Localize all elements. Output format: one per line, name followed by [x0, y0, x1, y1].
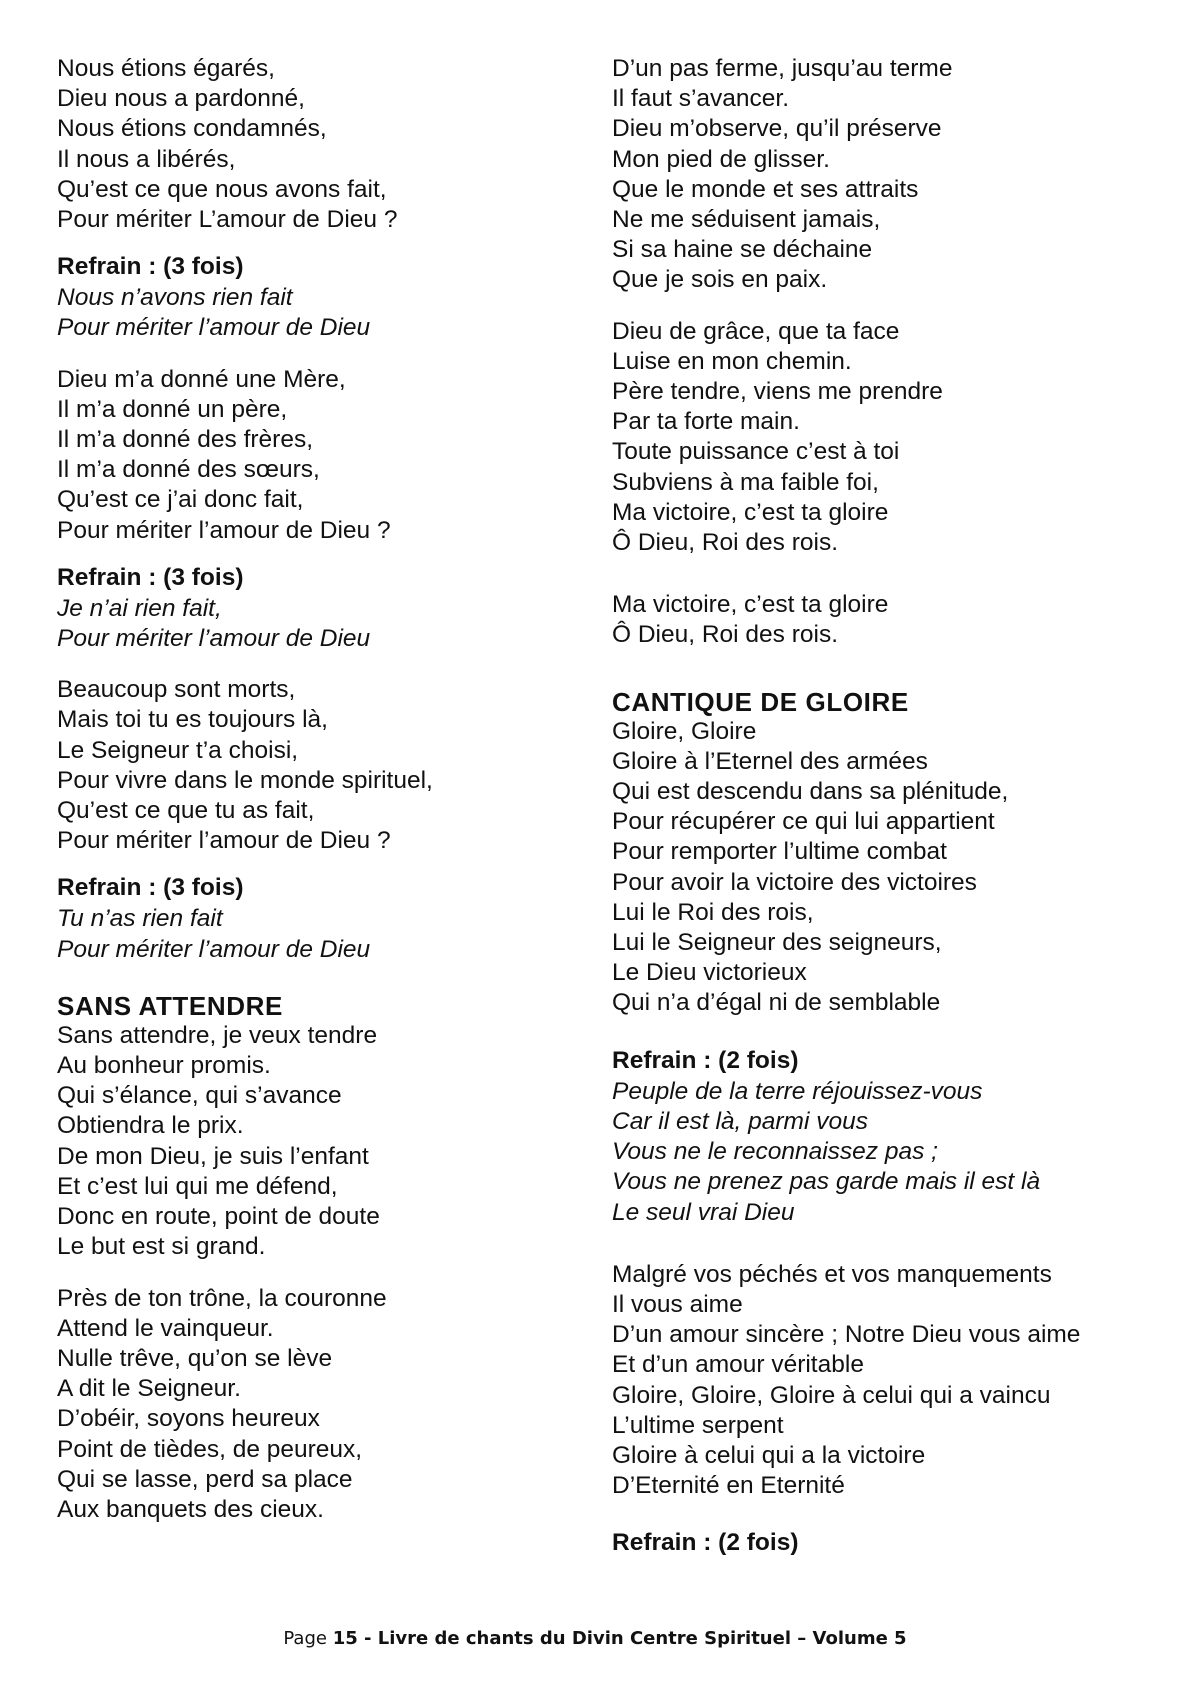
- footer-prefix: Page: [283, 1628, 333, 1649]
- lyric-line: Pour récupérer ce qui lui appartient: [612, 808, 995, 836]
- lyric-line: Peuple de la terre réjouissez-vous: [612, 1077, 983, 1105]
- refrain-label: Refrain : (3 fois): [57, 874, 244, 902]
- lyric-line: Nulle trêve, qu’on se lève: [57, 1344, 333, 1372]
- lyric-line: Attend le vainqueur.: [57, 1314, 274, 1342]
- lyric-line: Malgré vos péchés et vos manquements: [612, 1260, 1052, 1288]
- lyric-line: D’un amour sincère ; Notre Dieu vous aime: [612, 1321, 1081, 1349]
- lyric-line: Ô Dieu, Roi des rois.: [612, 621, 839, 649]
- lyric-line: Qu’est ce que tu as fait,: [57, 797, 315, 825]
- stanza: [57, 1284, 577, 1526]
- lyric-line: Il m’a donné un père,: [57, 395, 288, 423]
- lyric-line: Vous ne le reconnaissez pas ;: [612, 1138, 938, 1166]
- lyric-line: Mon pied de glisser.: [612, 145, 830, 173]
- lyric-line: Nous étions égarés,: [57, 55, 275, 82]
- lyric-line: Ne me séduisent jamais,: [612, 206, 881, 234]
- song-title: CANTIQUE DE GLOIRE: [612, 686, 909, 717]
- lyric-line: A dit le Seigneur.: [57, 1375, 241, 1403]
- song-title: SANS ATTENDRE: [57, 990, 283, 1021]
- refrain-label: Refrain : (2 fois): [612, 1046, 799, 1074]
- lyric-line: Dieu m’observe, qu’il préserve: [612, 115, 942, 143]
- lyric-line: D’un pas ferme, jusqu’au terme: [612, 55, 953, 82]
- lyric-line: Toute puissance c’est à toi: [612, 438, 900, 466]
- page-number: 15: [332, 1628, 358, 1649]
- right-column: [612, 54, 1172, 1559]
- lyric-line: Il m’a donné des sœurs,: [57, 456, 320, 484]
- lyric-line: Et d’un amour véritable: [612, 1351, 864, 1379]
- lyric-line: Le Seigneur t’a choisi,: [57, 736, 299, 764]
- lyric-line: Lui le Roi des rois,: [612, 898, 814, 926]
- refrain-label: Refrain : (3 fois): [57, 563, 244, 591]
- lyric-line: Mais toi tu es toujours là,: [57, 706, 328, 734]
- lyric-line: Point de tièdes, de peureux,: [57, 1435, 363, 1463]
- lyric-line: De mon Dieu, je suis l’enfant: [57, 1142, 369, 1170]
- lyric-line: Lui le Seigneur des seigneurs,: [612, 929, 942, 957]
- lyric-line: Gloire à celui qui a la victoire: [612, 1441, 926, 1469]
- lyric-line: Donc en route, point de doute: [57, 1203, 380, 1231]
- stanza: [57, 675, 577, 856]
- lyric-line: Luise en mon chemin.: [612, 347, 852, 375]
- lyric-line: Gloire à l’Eternel des armées: [612, 747, 928, 775]
- lyric-line: Gloire, Gloire, Gloire à celui qui a vaincu: [612, 1381, 1051, 1409]
- lyric-line: Il nous a libérés,: [57, 145, 236, 173]
- lyric-line: Il vous aime: [612, 1290, 743, 1318]
- lyric-line: Il faut s’avancer.: [612, 85, 790, 113]
- lyric-line: Nous n’avons rien fait: [57, 284, 293, 312]
- lyric-line: Qu’est ce j’ai donc fait,: [57, 486, 304, 514]
- lyric-line: Que le monde et ses attraits: [612, 175, 919, 203]
- refrain-text: [57, 904, 577, 964]
- stanza: [57, 54, 577, 235]
- refrain-text: [57, 283, 577, 343]
- stanza: [612, 317, 1172, 559]
- stanza: [612, 54, 1172, 296]
- lyric-line: Car il est là, parmi vous: [612, 1107, 868, 1135]
- lyric-line: Ma victoire, c’est ta gloire: [612, 591, 889, 619]
- lyric-line: Qui se lasse, perd sa place: [57, 1465, 353, 1493]
- lyric-line: Ma victoire, c’est ta gloire: [612, 498, 889, 526]
- lyric-line: Dieu de grâce, que ta face: [612, 317, 900, 345]
- page-footer: [0, 1628, 1190, 1649]
- lyric-line: Tu n’as rien fait: [57, 905, 223, 933]
- lyric-line: Subviens à ma faible foi,: [612, 468, 879, 496]
- stanza: [57, 1021, 577, 1263]
- left-column: [57, 54, 577, 1525]
- lyric-line: Le but est si grand.: [57, 1233, 266, 1261]
- lyric-line: Qu’est ce que nous avons fait,: [57, 175, 387, 203]
- lyric-line: Pour remporter l’ultime combat: [612, 838, 947, 866]
- refrain-text: [612, 1077, 1172, 1228]
- lyric-line: Père tendre, viens me prendre: [612, 378, 943, 406]
- lyric-line: Au bonheur promis.: [57, 1052, 271, 1080]
- lyric-line: Qui s’élance, qui s’avance: [57, 1082, 342, 1110]
- lyric-line: Pour mériter l’amour de Dieu ?: [57, 827, 391, 855]
- lyric-line: Pour avoir la victoire des victoires: [612, 868, 977, 896]
- lyric-line: Gloire, Gloire: [612, 717, 757, 745]
- lyric-line: L’ultime serpent: [612, 1411, 784, 1439]
- stanza: [57, 365, 577, 546]
- stanza: [612, 1260, 1172, 1502]
- lyric-line: Par ta forte main.: [612, 408, 800, 436]
- stanza: [612, 590, 1172, 650]
- lyric-line: Il m’a donné des frères,: [57, 426, 314, 454]
- lyric-line: Si sa haine se déchaine: [612, 236, 873, 264]
- lyric-line: Vous ne prenez pas garde mais il est là: [612, 1168, 1041, 1196]
- lyric-line: D’Eternité en Eternité: [612, 1472, 845, 1500]
- lyric-line: Pour vivre dans le monde spirituel,: [57, 766, 433, 794]
- lyric-line: Pour mériter l’amour de Dieu: [57, 625, 371, 653]
- lyric-line: Je n’ai rien fait,: [57, 594, 222, 622]
- lyric-line: Que je sois en paix.: [612, 266, 828, 294]
- lyric-line: Pour mériter l’amour de Dieu: [57, 935, 371, 963]
- stanza: [612, 717, 1172, 1019]
- book-title: - Livre de chants du Divin Centre Spirituel – Volume 5: [357, 1628, 907, 1649]
- lyric-line: Et c’est lui qui me défend,: [57, 1172, 338, 1200]
- lyric-line: Pour mériter L’amour de Dieu ?: [57, 206, 398, 234]
- lyric-line: Le seul vrai Dieu: [612, 1198, 795, 1226]
- lyric-line: Qui est descendu dans sa plénitude,: [612, 778, 1009, 806]
- lyric-line: Dieu m’a donné une Mère,: [57, 365, 346, 393]
- lyric-line: Pour mériter l’amour de Dieu ?: [57, 516, 391, 544]
- lyric-line: Le Dieu victorieux: [612, 959, 807, 987]
- lyric-line: Près de ton trône, la couronne: [57, 1284, 387, 1312]
- lyric-line: Dieu nous a pardonné,: [57, 85, 305, 113]
- lyric-line: Aux banquets des cieux.: [57, 1495, 324, 1523]
- refrain-label: Refrain : (3 fois): [57, 253, 244, 281]
- lyric-line: Nous étions condamnés,: [57, 115, 327, 143]
- refrain-text: [57, 594, 577, 654]
- lyric-line: D’obéir, soyons heureux: [57, 1405, 320, 1433]
- lyric-line: Qui n’a d’égal ni de semblable: [612, 989, 941, 1017]
- lyric-line: Obtiendra le prix.: [57, 1112, 244, 1140]
- lyric-line: Ô Dieu, Roi des rois.: [612, 529, 839, 557]
- lyric-line: Sans attendre, je veux tendre: [57, 1021, 378, 1049]
- lyric-line: Beaucoup sont morts,: [57, 676, 296, 704]
- lyric-line: Pour mériter l’amour de Dieu: [57, 314, 371, 342]
- refrain-label: Refrain : (2 fois): [612, 1529, 799, 1557]
